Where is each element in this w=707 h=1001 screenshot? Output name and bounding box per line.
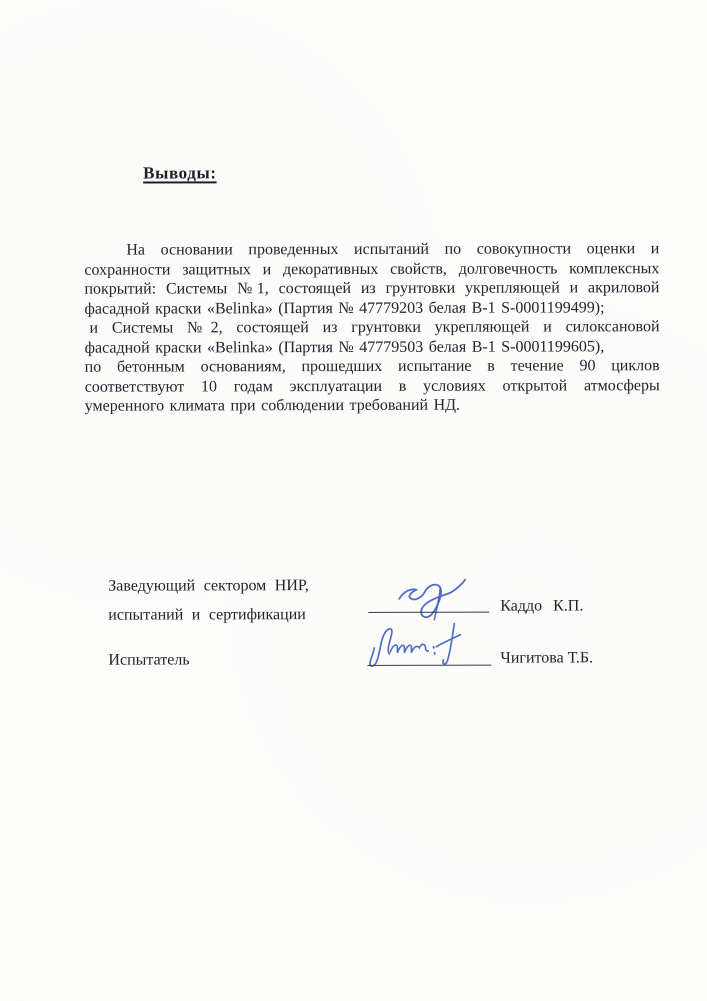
paragraph-line: и Системы №2, состоящей из грунтовки укрепляющей и силоксановой xyxy=(89,318,660,337)
paragraph-line: по бетонным основаниям, прошедших испытание в течение 90 циклов xyxy=(84,357,660,376)
paragraph-line: На основании проведенных испытаний по совокупности оценки и xyxy=(126,240,660,259)
handwritten-signature xyxy=(362,620,468,670)
signatory-name: Чигитова Т.Б. xyxy=(500,649,594,667)
signatory-role: Заведующий сектором НИР, xyxy=(108,577,309,595)
paragraph-line: соответствуют 10 годам эксплуатации в условиях открытой атмосферы xyxy=(84,376,660,396)
conclusions-heading: Выводы: xyxy=(143,163,217,183)
paragraph-line: сохранности защитных и декоративных свойств, долговечность комплексных xyxy=(84,259,660,279)
paragraph-line: умеренного климата при соблюдении требований НД. xyxy=(84,396,461,415)
paragraph-line: фасадной краски «Belinka» (Партия № 47779503 белая В-1 S-0001199605), xyxy=(84,337,605,357)
signature-line xyxy=(368,612,489,613)
signatory-name: Каддо К.П. xyxy=(500,597,584,615)
signatory-role: Испытатель xyxy=(108,651,190,669)
signature-line xyxy=(367,665,491,666)
paragraph-line: фасадной краски «Belinka» (Партия № 47779203 белая В-1 S-0001199499); xyxy=(84,298,605,318)
paragraph-line: покрытий: Системы №1, состоящей из грунтовки укрепляющей и акриловой xyxy=(84,279,660,298)
signatory-role: испытаний и сертификации xyxy=(108,606,306,624)
handwritten-signature xyxy=(394,575,470,625)
conclusion-paragraph xyxy=(84,239,659,416)
